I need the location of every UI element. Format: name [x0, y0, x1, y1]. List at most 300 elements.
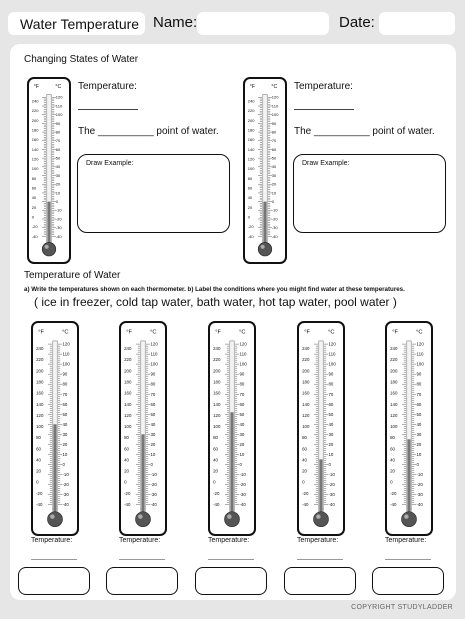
celsius-tick-label: 50 [239, 411, 245, 417]
fahrenheit-tick-label: -40 [124, 502, 131, 507]
celsius-tick-label: 70 [328, 391, 334, 397]
sentence-blank[interactable]: __________ [314, 126, 370, 137]
celsius-tick-label: -30 [55, 225, 62, 231]
celsius-tick-label: 80 [328, 381, 334, 387]
celsius-tick-label: 30 [416, 431, 422, 437]
fahrenheit-tick-label: 40 [247, 195, 253, 201]
celsius-tick-label: 120 [62, 341, 70, 347]
mercury-column [263, 202, 266, 250]
celsius-tick-label: -20 [55, 216, 62, 222]
celsius-tick-label: -40 [328, 502, 335, 507]
mercury-column [230, 412, 233, 519]
fahrenheit-tick-label: 180 [213, 379, 221, 385]
fahrenheit-tick-label: 140 [31, 146, 39, 152]
celsius-tick-label: -10 [62, 471, 69, 477]
fahrenheit-tick-label: 100 [390, 424, 398, 430]
fahrenheit-tick-label: 20 [213, 468, 218, 474]
celsius-tick-label: -30 [416, 491, 423, 497]
celsius-tick-label: 30 [62, 431, 68, 437]
fahrenheit-tick-label: 240 [213, 346, 221, 352]
celsius-tick-label: 20 [62, 441, 68, 447]
fahrenheit-tick-label: 240 [247, 98, 255, 104]
fahrenheit-tick-label: -20 [213, 490, 220, 496]
celsius-tick-label: 70 [416, 391, 422, 397]
celsius-tick-label: -40 [416, 502, 423, 507]
celsius-tick-label: 100 [271, 112, 279, 118]
celsius-tick-label: -30 [150, 491, 157, 497]
celsius-tick-label: -20 [62, 481, 69, 487]
fahrenheit-tick-label: 0 [247, 214, 251, 220]
celsius-tick-label: 20 [271, 181, 277, 187]
fahrenheit-tick-label: 60 [124, 446, 129, 452]
condition-answer-box[interactable] [18, 567, 90, 595]
fahrenheit-tick-label: 60 [31, 185, 37, 191]
celsius-tick-label: 20 [328, 441, 334, 447]
temperature-label: Temperature: [297, 537, 339, 544]
celsius-tick-label: 30 [55, 172, 61, 178]
temperature-answer-line[interactable] [297, 559, 343, 560]
celsius-tick-label: -20 [416, 481, 423, 487]
fahrenheit-tick-label: 240 [124, 346, 132, 352]
celsius-tick-label: 110 [239, 351, 247, 357]
sentence-suffix: point of water. [156, 126, 219, 137]
fahrenheit-tick-label: 160 [36, 390, 44, 396]
fahrenheit-tick-label: 0 [36, 479, 39, 485]
celsius-tick-label: 70 [62, 391, 68, 397]
temperature-label: Temperature: [31, 537, 73, 544]
fahrenheit-tick-label: 220 [36, 357, 44, 363]
fahrenheit-tick-label: 40 [213, 457, 218, 463]
condition-answer-box[interactable] [284, 567, 356, 595]
bulb-highlight [45, 245, 49, 249]
celsius-tick-label: 120 [416, 341, 424, 347]
unit-celsius-label: °C [150, 329, 157, 336]
fahrenheit-tick-label: 220 [31, 108, 39, 114]
celsius-tick-label: 90 [416, 371, 422, 377]
celsius-tick-label: 110 [416, 351, 424, 357]
thermometer-bulb [225, 512, 240, 527]
celsius-tick-label: 80 [239, 381, 245, 387]
celsius-tick-label: 40 [271, 164, 277, 170]
draw-example-label: Draw Example: [302, 160, 350, 167]
celsius-tick-label: -40 [150, 502, 157, 507]
section-title-temperature-of-water: Temperature of Water [24, 270, 121, 281]
celsius-tick-label: 0 [416, 461, 419, 467]
fahrenheit-tick-label: 20 [124, 468, 129, 474]
celsius-tick-label: 60 [416, 401, 422, 407]
thermometer-bulb [258, 242, 272, 256]
unit-fahrenheit-label: °F [304, 329, 311, 336]
fahrenheit-tick-label: -40 [302, 502, 309, 507]
thermometer-graphic [29, 79, 69, 262]
fahrenheit-tick-label: 220 [390, 357, 398, 363]
celsius-tick-label: -40 [271, 233, 278, 239]
bulb-highlight [404, 514, 408, 518]
fahrenheit-tick-label: 0 [124, 479, 127, 485]
fahrenheit-tick-label: 60 [36, 446, 41, 452]
fahrenheit-tick-label: 20 [247, 204, 253, 210]
fahrenheit-tick-label: 100 [124, 424, 132, 430]
fahrenheit-tick-label: -40 [390, 502, 397, 507]
fahrenheit-tick-label: 200 [213, 368, 221, 374]
fahrenheit-tick-label: 80 [247, 175, 253, 181]
copyright-text: COPYRIGHT STUDYLADDER [351, 604, 453, 611]
celsius-tick-label: 60 [239, 401, 245, 407]
fahrenheit-tick-label: 200 [124, 368, 132, 374]
sentence-prefix: The [78, 126, 96, 137]
celsius-tick-label: 90 [239, 371, 245, 377]
celsius-tick-label: 30 [271, 172, 277, 178]
celsius-tick-label: 70 [271, 138, 277, 144]
celsius-tick-label: -30 [271, 225, 278, 231]
celsius-tick-label: 110 [62, 351, 70, 357]
celsius-tick-label: 60 [328, 401, 334, 407]
bulb-highlight [316, 514, 320, 518]
thermometer-bulb [48, 512, 63, 527]
section-title-changing-states: Changing States of Water [24, 54, 139, 65]
fahrenheit-tick-label: 40 [36, 457, 41, 463]
fahrenheit-tick-label: 180 [36, 379, 44, 385]
unit-fahrenheit-label: °F [38, 329, 45, 336]
celsius-tick-label: 100 [328, 361, 336, 367]
celsius-tick-label: -20 [271, 216, 278, 222]
unit-celsius-label: °C [416, 329, 423, 336]
fahrenheit-tick-label: 200 [302, 368, 310, 374]
celsius-tick-label: 50 [55, 155, 61, 161]
celsius-tick-label: 20 [55, 181, 61, 187]
boiling-freezing-sentence [78, 126, 219, 137]
celsius-tick-label: -10 [271, 207, 278, 213]
celsius-tick-label: -10 [328, 471, 335, 477]
celsius-tick-label: 40 [55, 164, 61, 170]
celsius-tick-label: 0 [55, 199, 59, 205]
celsius-tick-label: -20 [239, 481, 246, 487]
thermometer-large-2 [119, 321, 167, 536]
fahrenheit-tick-label: 20 [302, 468, 307, 474]
fahrenheit-tick-label: 120 [302, 412, 310, 418]
celsius-tick-label: 110 [150, 351, 158, 357]
unit-fahrenheit-label: °F [215, 329, 222, 336]
fahrenheit-tick-label: 240 [390, 346, 398, 352]
celsius-tick-label: 120 [150, 341, 158, 347]
fahrenheit-tick-label: 240 [302, 346, 310, 352]
celsius-tick-label: 100 [239, 361, 247, 367]
celsius-tick-label: 120 [239, 341, 247, 347]
fahrenheit-tick-label: 220 [302, 357, 310, 363]
fahrenheit-tick-label: 60 [302, 446, 307, 452]
fahrenheit-tick-label: 200 [390, 368, 398, 374]
temperature-label: Temperature: [294, 81, 353, 92]
unit-fahrenheit-label: °F [392, 329, 399, 336]
bulb-highlight [227, 514, 231, 518]
fahrenheit-tick-label: 40 [124, 457, 129, 463]
options-text: ( ice in freezer, cold tap water, bath water, hot tap water, pool water ) [34, 295, 397, 309]
thermometer-small-2 [243, 77, 287, 264]
fahrenheit-tick-label: -20 [124, 490, 131, 496]
condition-answer-box[interactable] [372, 567, 444, 595]
fahrenheit-tick-label: 120 [36, 412, 44, 418]
celsius-tick-label: -40 [62, 502, 69, 507]
thermometer-bulb [314, 512, 329, 527]
celsius-tick-label: 30 [239, 431, 245, 437]
celsius-tick-label: 50 [271, 155, 277, 161]
fahrenheit-tick-label: 220 [247, 108, 255, 114]
fahrenheit-tick-label: 80 [302, 435, 307, 441]
fahrenheit-tick-label: 200 [247, 117, 255, 123]
celsius-tick-label: 90 [328, 371, 334, 377]
celsius-tick-label: 80 [62, 381, 68, 387]
thermometer-graphic [33, 323, 77, 534]
celsius-tick-label: 20 [239, 441, 245, 447]
celsius-tick-label: -20 [328, 481, 335, 487]
thermometer-graphic [245, 79, 285, 262]
fahrenheit-tick-label: 100 [302, 424, 310, 430]
thermometer-bulb [136, 512, 151, 527]
fahrenheit-tick-label: 180 [390, 379, 398, 385]
thermometer-graphic [210, 323, 254, 534]
fahrenheit-tick-label: 120 [390, 412, 398, 418]
fahrenheit-tick-label: 20 [390, 468, 395, 474]
unit-celsius-label: °C [328, 329, 335, 336]
fahrenheit-tick-label: 160 [31, 137, 39, 143]
celsius-tick-label: 20 [416, 441, 422, 447]
celsius-tick-label: -30 [239, 491, 246, 497]
celsius-tick-label: 50 [62, 411, 68, 417]
celsius-tick-label: -30 [62, 491, 69, 497]
unit-celsius-label: °C [62, 329, 69, 336]
draw-example-box[interactable] [77, 154, 230, 233]
celsius-tick-label: -20 [150, 481, 157, 487]
fahrenheit-tick-label: 80 [31, 175, 37, 181]
celsius-tick-label: 0 [62, 461, 65, 467]
celsius-tick-label: 10 [55, 190, 61, 196]
fahrenheit-tick-label: 160 [302, 390, 310, 396]
unit-celsius-label: °C [239, 329, 246, 336]
fahrenheit-tick-label: 240 [36, 346, 44, 352]
celsius-tick-label: 100 [55, 112, 63, 118]
celsius-tick-label: 40 [239, 421, 245, 427]
celsius-tick-label: 10 [150, 451, 156, 457]
celsius-tick-label: 10 [416, 451, 422, 457]
fahrenheit-tick-label: -40 [213, 502, 220, 507]
thermometer-large-4 [297, 321, 345, 536]
temperature-answer-line[interactable] [294, 109, 354, 110]
fahrenheit-tick-label: 40 [302, 457, 307, 463]
celsius-tick-label: 50 [416, 411, 422, 417]
celsius-tick-label: 120 [328, 341, 336, 347]
celsius-tick-label: 100 [62, 361, 70, 367]
celsius-tick-label: -10 [239, 471, 246, 477]
temperature-answer-line[interactable] [119, 559, 165, 560]
celsius-tick-label: 10 [239, 451, 245, 457]
fahrenheit-tick-label: 140 [247, 146, 255, 152]
condition-answer-box[interactable] [195, 567, 267, 595]
unit-fahrenheit-label: °F [33, 84, 40, 91]
sentence-blank[interactable]: __________ [98, 126, 154, 137]
fahrenheit-tick-label: 120 [31, 156, 39, 162]
thermometer-graphic [387, 323, 431, 534]
celsius-tick-label: 60 [62, 401, 68, 407]
worksheet-title: Water Temperature [20, 15, 140, 32]
fahrenheit-tick-label: 0 [390, 479, 393, 485]
temperature-label: Temperature: [119, 537, 161, 544]
temperature-answer-line[interactable] [385, 559, 431, 560]
fahrenheit-tick-label: 160 [247, 137, 255, 143]
unit-celsius-label: °C [271, 84, 278, 91]
celsius-tick-label: 110 [328, 351, 336, 357]
temperature-label: Temperature: [385, 537, 427, 544]
fahrenheit-tick-label: 220 [213, 357, 221, 363]
temperature-answer-line[interactable] [31, 559, 77, 560]
date-field[interactable] [379, 12, 455, 35]
celsius-tick-label: 100 [416, 361, 424, 367]
celsius-tick-label: 120 [55, 94, 63, 100]
mercury-column [407, 439, 410, 519]
fahrenheit-tick-label: 160 [213, 390, 221, 396]
celsius-tick-label: 80 [150, 381, 156, 387]
unit-fahrenheit-label: °F [126, 329, 133, 336]
celsius-tick-label: -10 [55, 207, 62, 213]
celsius-tick-label: 70 [239, 391, 245, 397]
celsius-tick-label: 70 [150, 391, 156, 397]
celsius-tick-label: 90 [62, 371, 68, 377]
celsius-tick-label: -10 [416, 471, 423, 477]
fahrenheit-tick-label: 180 [124, 379, 132, 385]
fahrenheit-tick-label: 220 [124, 357, 132, 363]
celsius-tick-label: 60 [271, 146, 277, 152]
celsius-tick-label: 40 [62, 421, 68, 427]
celsius-tick-label: 90 [55, 120, 61, 126]
celsius-tick-label: 110 [271, 103, 279, 109]
fahrenheit-tick-label: -20 [36, 490, 43, 496]
celsius-tick-label: 50 [150, 411, 156, 417]
name-label: Name: [153, 14, 198, 31]
celsius-tick-label: 0 [271, 199, 275, 205]
celsius-tick-label: 80 [271, 129, 277, 135]
celsius-tick-label: 40 [150, 421, 156, 427]
temperature-label: Temperature: [208, 537, 250, 544]
celsius-tick-label: 40 [328, 421, 334, 427]
celsius-tick-label: -30 [328, 491, 335, 497]
fahrenheit-tick-label: 160 [390, 390, 398, 396]
thermometer-graphic [299, 323, 343, 534]
celsius-tick-label: 60 [55, 146, 61, 152]
boiling-freezing-sentence [294, 126, 435, 137]
celsius-tick-label: 0 [328, 461, 331, 467]
fahrenheit-tick-label: 160 [124, 390, 132, 396]
fahrenheit-tick-label: 80 [124, 435, 129, 441]
celsius-tick-label: 60 [150, 401, 156, 407]
bulb-highlight [261, 245, 265, 249]
unit-celsius-label: °C [55, 84, 62, 91]
celsius-tick-label: 90 [150, 371, 156, 377]
thermometer-bulb [402, 512, 417, 527]
fahrenheit-tick-label: 200 [31, 117, 39, 123]
fahrenheit-tick-label: 0 [31, 214, 35, 220]
celsius-tick-label: 50 [328, 411, 334, 417]
temperature-answer-line[interactable] [78, 109, 138, 110]
fahrenheit-tick-label: -20 [247, 224, 254, 230]
instructions-text: a) Write the temperatures shown on each thermometer. b) Label the conditions where you might find water at these temperatures. [24, 286, 405, 293]
fahrenheit-tick-label: 120 [247, 156, 255, 162]
bulb-highlight [138, 514, 142, 518]
fahrenheit-tick-label: 60 [213, 446, 218, 452]
thermometer-bulb [42, 242, 56, 256]
mercury-column [319, 459, 322, 519]
fahrenheit-tick-label: 40 [390, 457, 395, 463]
fahrenheit-tick-label: 140 [213, 401, 221, 407]
fahrenheit-tick-label: -40 [247, 233, 254, 239]
celsius-tick-label: 0 [239, 461, 242, 467]
unit-fahrenheit-label: °F [249, 84, 256, 91]
thermometer-small-1 [27, 77, 71, 264]
temperature-label: Temperature: [78, 81, 137, 92]
fahrenheit-tick-label: 140 [390, 401, 398, 407]
fahrenheit-tick-label: 180 [31, 127, 39, 133]
celsius-tick-label: 70 [55, 138, 61, 144]
fahrenheit-tick-label: -20 [31, 224, 38, 230]
celsius-tick-label: 110 [55, 103, 63, 109]
fahrenheit-tick-label: 20 [36, 468, 41, 474]
fahrenheit-tick-label: 100 [247, 166, 255, 172]
fahrenheit-tick-label: 180 [247, 127, 255, 133]
draw-example-box[interactable] [293, 154, 446, 233]
thermometer-large-1 [31, 321, 79, 536]
fahrenheit-tick-label: 140 [302, 401, 310, 407]
date-label: Date: [339, 14, 375, 31]
fahrenheit-tick-label: 100 [36, 424, 44, 430]
celsius-tick-label: -40 [55, 233, 62, 239]
fahrenheit-tick-label: -40 [31, 233, 38, 239]
fahrenheit-tick-label: -20 [302, 490, 309, 496]
temperature-answer-line[interactable] [208, 559, 254, 560]
mercury-column [53, 424, 56, 519]
celsius-tick-label: 20 [150, 441, 156, 447]
thermometer-large-5 [385, 321, 433, 536]
condition-answer-box[interactable] [106, 567, 178, 595]
thermometer-graphic [121, 323, 165, 534]
title-box [8, 12, 145, 35]
sentence-suffix: point of water. [372, 126, 435, 137]
fahrenheit-tick-label: 120 [213, 412, 221, 418]
celsius-tick-label: 0 [150, 461, 153, 467]
celsius-tick-label: -10 [150, 471, 157, 477]
fahrenheit-tick-label: 40 [31, 195, 37, 201]
fahrenheit-tick-label: 180 [302, 379, 310, 385]
celsius-tick-label: 100 [150, 361, 158, 367]
celsius-tick-label: 80 [55, 129, 61, 135]
fahrenheit-tick-label: 80 [36, 435, 41, 441]
celsius-tick-label: 30 [328, 431, 334, 437]
fahrenheit-tick-label: 200 [36, 368, 44, 374]
bulb-highlight [50, 514, 54, 518]
celsius-tick-label: 120 [271, 94, 279, 100]
sentence-prefix: The [294, 126, 312, 137]
fahrenheit-tick-label: 120 [124, 412, 132, 418]
fahrenheit-tick-label: 80 [390, 435, 395, 441]
name-field[interactable] [197, 12, 329, 35]
fahrenheit-tick-label: 60 [247, 185, 253, 191]
fahrenheit-tick-label: 20 [31, 204, 37, 210]
fahrenheit-tick-label: -40 [36, 502, 43, 507]
fahrenheit-tick-label: 0 [302, 479, 305, 485]
mercury-column [47, 202, 50, 250]
fahrenheit-tick-label: 140 [124, 401, 132, 407]
celsius-tick-label: 40 [416, 421, 422, 427]
celsius-tick-label: 30 [150, 431, 156, 437]
mercury-column [141, 434, 144, 519]
celsius-tick-label: 10 [328, 451, 334, 457]
